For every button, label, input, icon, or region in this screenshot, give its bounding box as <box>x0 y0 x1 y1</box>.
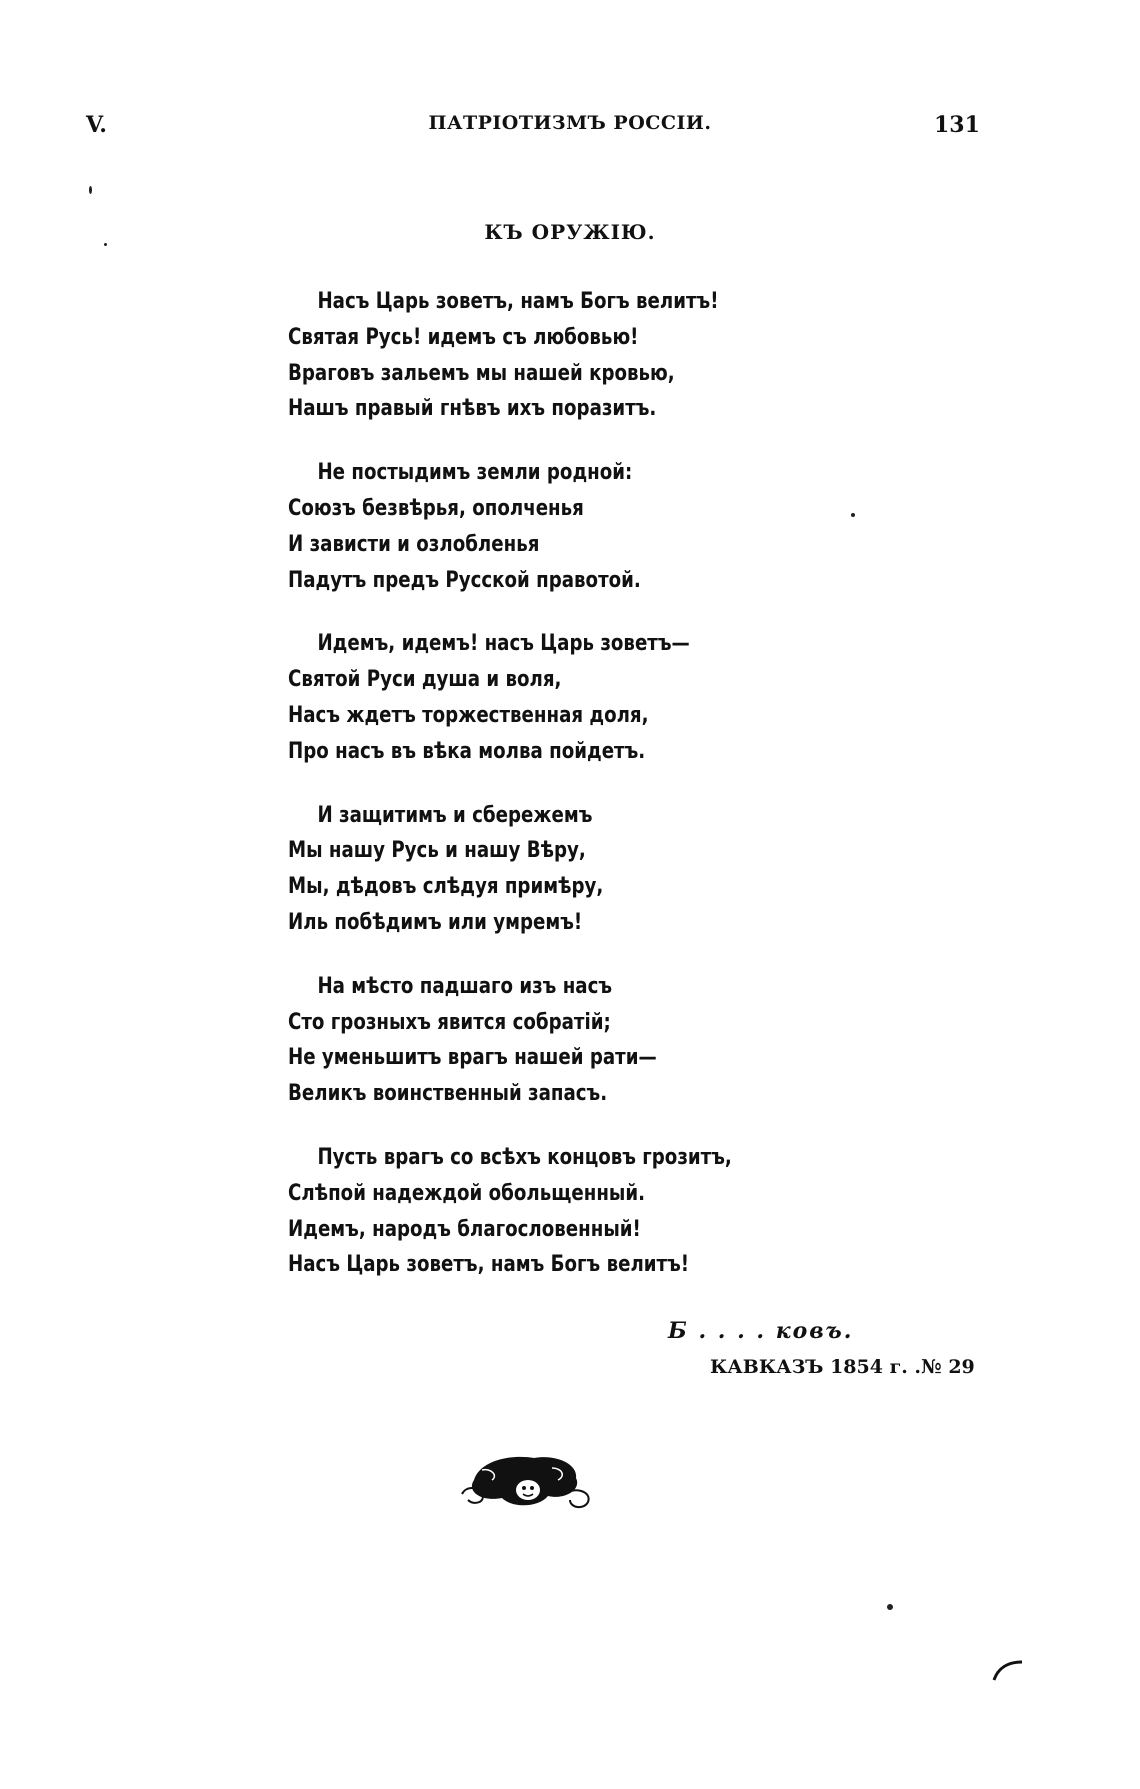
author-signature: Б . . . . ковъ. <box>668 1318 854 1344</box>
stanza <box>288 284 848 427</box>
stanza <box>288 969 848 1112</box>
poem-line: Нашъ правый гнѣвъ ихъ поразитъ. <box>288 396 657 422</box>
poem-line: Мы, дѣдовъ слѣдуя примѣру, <box>288 874 604 900</box>
poem-line: Мы нашу Русь и нашу Вѣру, <box>288 838 586 864</box>
poem-line: И защитимъ и сбережемъ <box>317 802 593 828</box>
poem-line: На мѣсто падшаго изъ насъ <box>317 973 613 999</box>
running-head-section: V. <box>86 112 107 138</box>
poem-line: Не уменьшитъ врагъ нашей рати— <box>288 1045 657 1071</box>
poem-line: Сто грозныхъ явится собратій; <box>288 1009 611 1035</box>
poem-line: Пусть врагъ со всѣхъ концовъ грозитъ, <box>317 1144 732 1170</box>
tailpiece-ornament-icon <box>452 1450 598 1520</box>
poem-line: Не постыдимъ земли родной: <box>317 460 633 486</box>
poem-line: Падутъ предъ Русской правотой. <box>288 567 641 593</box>
stanza <box>288 455 848 598</box>
poem-line: Насъ Царь зоветъ, намъ Богъ велитъ! <box>288 1252 690 1278</box>
print-speck <box>89 186 92 194</box>
print-speck <box>851 513 855 517</box>
page-number: 131 <box>934 112 980 138</box>
stanza <box>288 1140 848 1283</box>
poem-line: И зависти и озлобленья <box>288 531 540 557</box>
print-speck <box>887 1604 893 1610</box>
poem-line: Иль побѣдимъ или умремъ! <box>288 909 583 935</box>
poem-line: Слѣпой надеждой обольщенный. <box>288 1180 646 1206</box>
poem-title: КЪ ОРУЖІЮ. <box>484 220 656 244</box>
stanza <box>288 626 848 769</box>
stanza <box>288 798 848 941</box>
poem-line: Враговъ зальемъ мы нашей кровью, <box>288 360 675 386</box>
poem-line: Великъ воинственный запасъ. <box>288 1081 608 1107</box>
source-citation: КАВКАЗЪ 1854 г. .№ 29 <box>710 1356 975 1378</box>
poem-line: Святая Русь! идемъ съ любовью! <box>288 324 639 350</box>
print-speck <box>104 243 107 246</box>
poem-line: Идемъ, идемъ! насъ Царь зоветъ— <box>317 631 690 657</box>
poem-line: Идемъ, народъ благословенный! <box>288 1216 641 1242</box>
poem-line: Про насъ въ вѣка молва пойдетъ. <box>288 738 646 764</box>
poem-line: Союзъ безвѣрья, ополченья <box>288 495 584 521</box>
poem-line: Насъ ждетъ торжественная доля, <box>288 702 649 728</box>
poem-body <box>288 284 848 1311</box>
running-head-title: ПАТРІОТИЗМЪ РОССІИ. <box>428 112 712 134</box>
poem-line: Святой Руси душа и воля, <box>288 667 562 693</box>
margin-mark-icon <box>990 1656 1026 1688</box>
poem-line: Насъ Царь зоветъ, намъ Богъ велитъ! <box>317 289 719 314</box>
